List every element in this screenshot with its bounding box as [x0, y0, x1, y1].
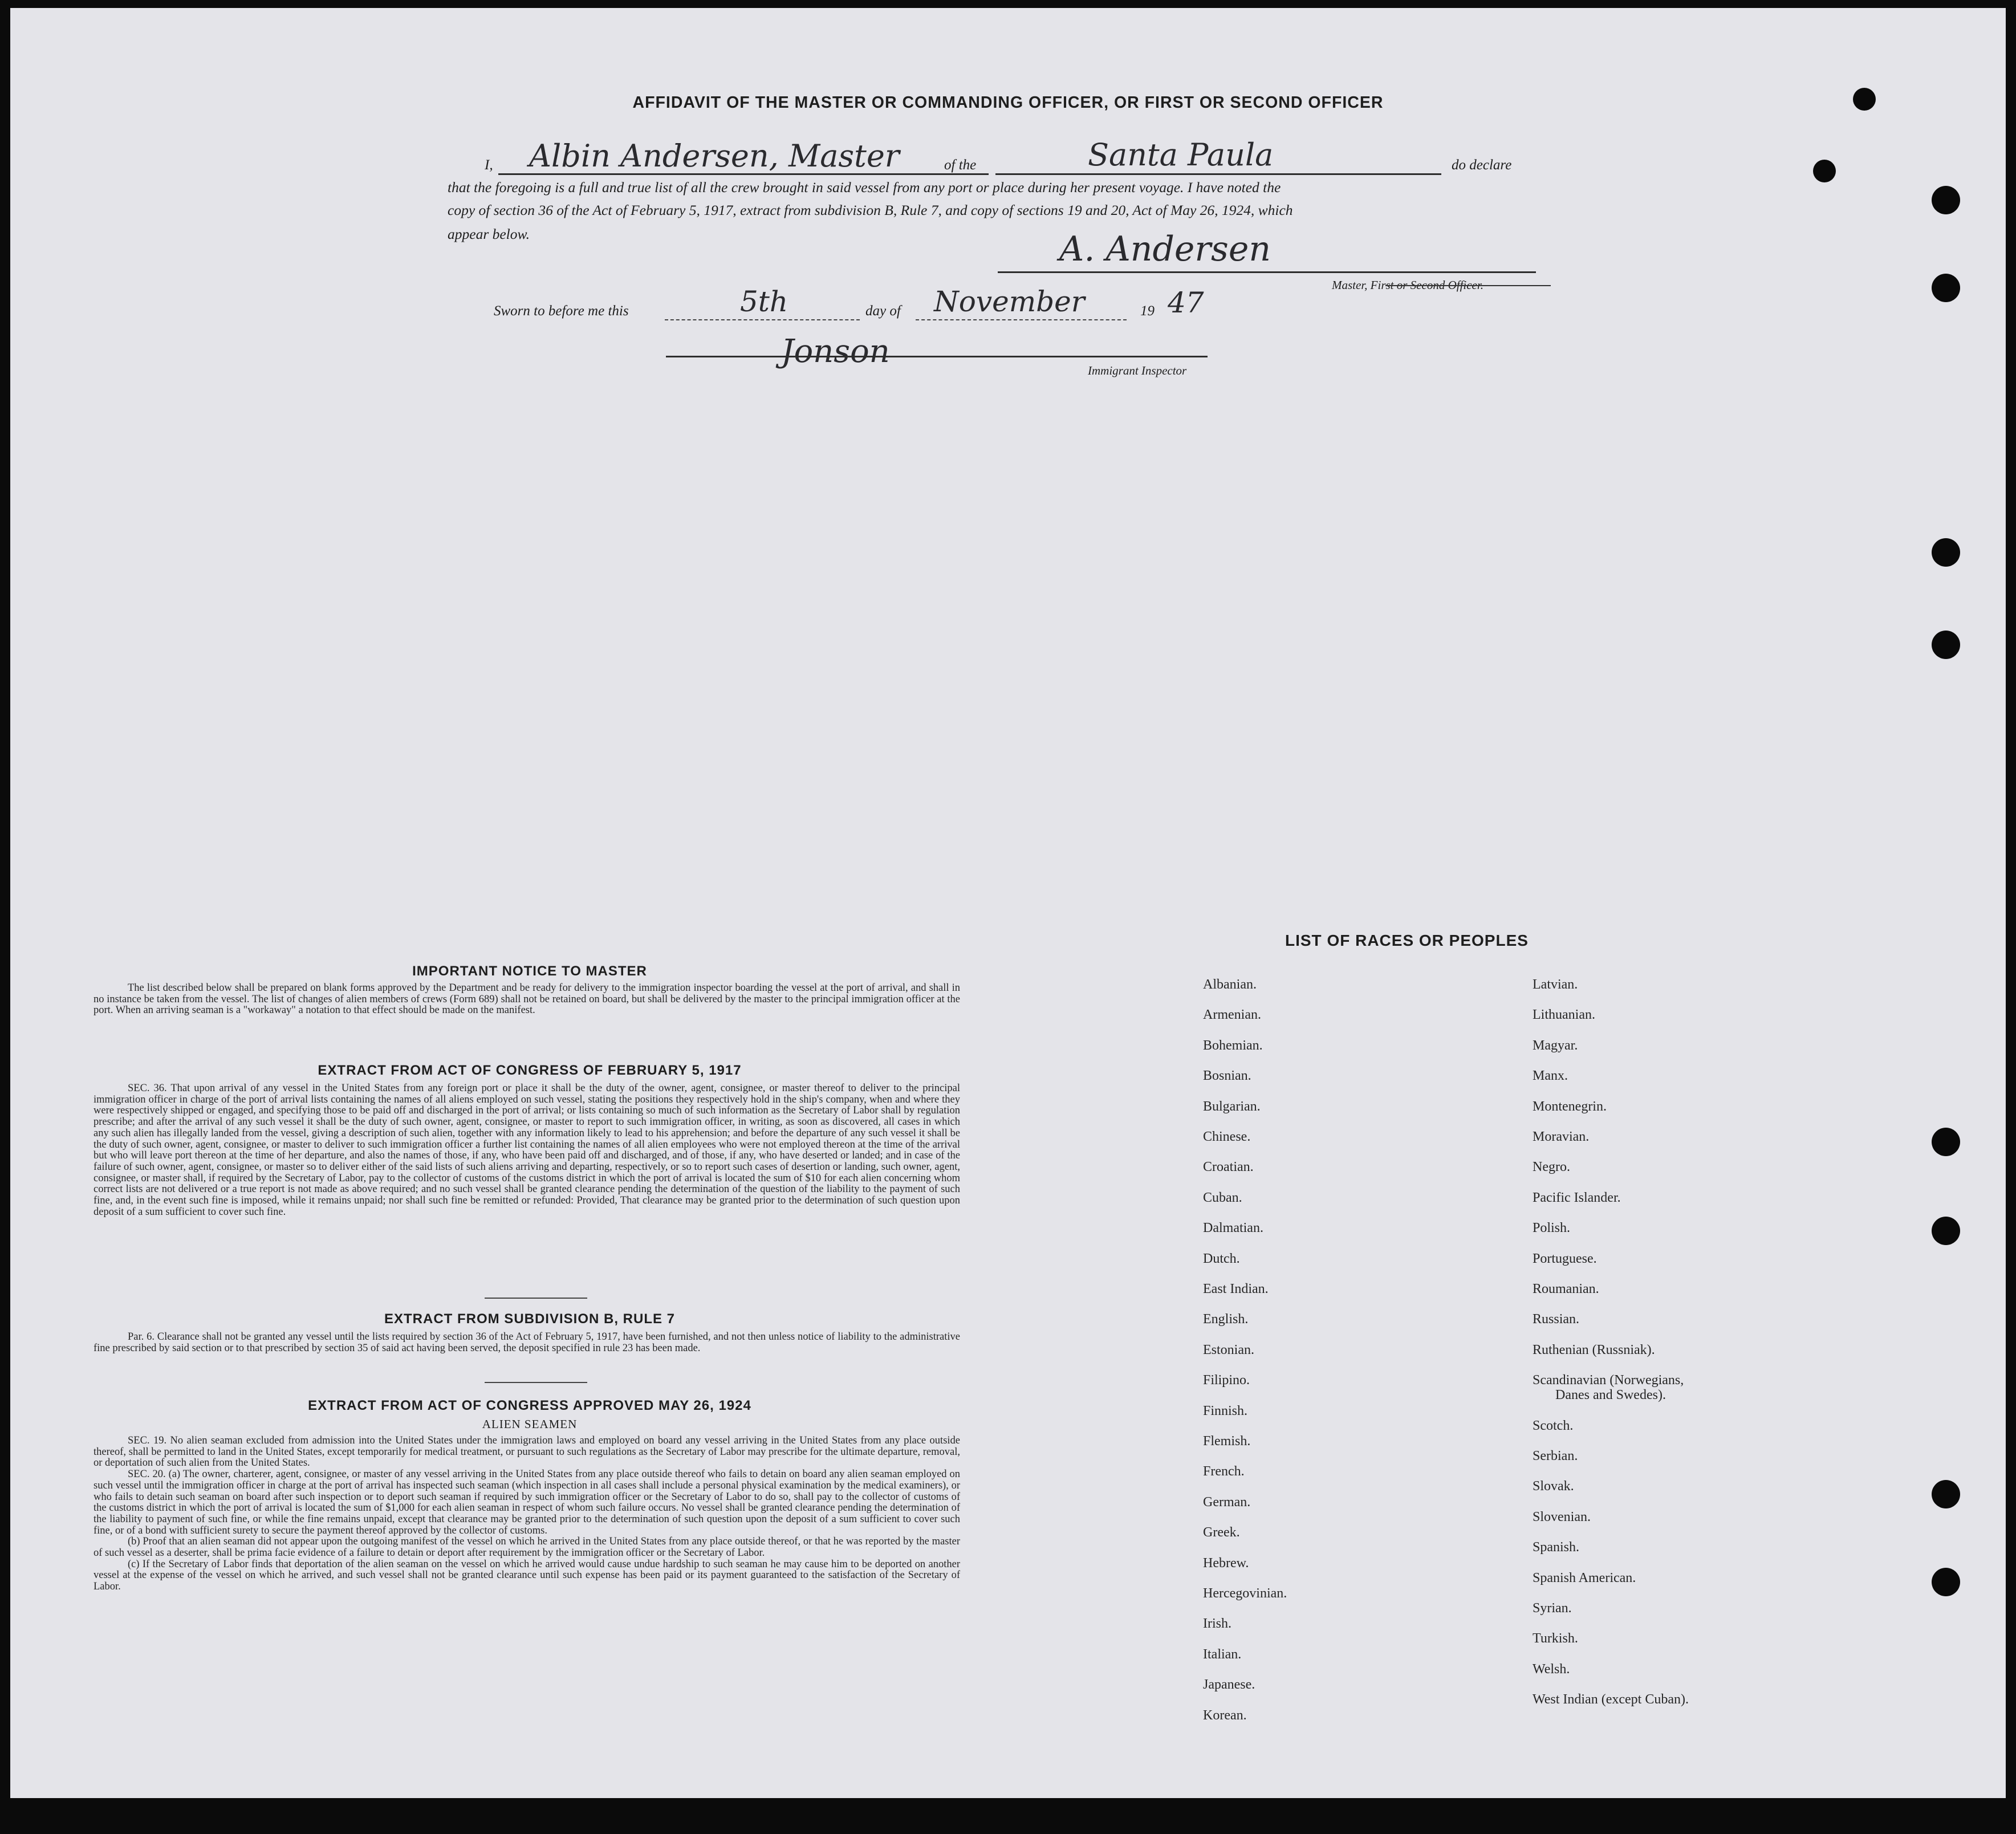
race-list-item: Syrian.: [1533, 1601, 1572, 1616]
race-list-item: Latvian.: [1533, 977, 1578, 992]
race-list-item: Chinese.: [1203, 1129, 1251, 1144]
affidavit-body-line-2: copy of section 36 of the Act of February 5, 1917, extract from subdivision B, Rule 7, and copy of sections 19 and 20, Act of May 26, 1924, which: [448, 202, 1293, 218]
extract-1917-heading: EXTRACT FROM ACT OF CONGRESS OF FEBRUARY 5, 1917: [318, 1063, 742, 1078]
race-list-item: West Indian (except Cuban).: [1533, 1692, 1689, 1707]
section-divider: [485, 1298, 587, 1299]
punch-hole: [1932, 1568, 1960, 1596]
race-list-item: Scandinavian (Norwegians,: [1533, 1373, 1684, 1388]
race-list-item: Roumanian.: [1533, 1282, 1599, 1296]
race-list-item: Flemish.: [1203, 1434, 1251, 1449]
vessel-name-handwritten: Santa Paula: [1088, 137, 1274, 173]
race-list-item: Scotch.: [1533, 1418, 1574, 1433]
race-list-item: Turkish.: [1533, 1631, 1578, 1646]
race-list-item: Croatian.: [1203, 1160, 1254, 1175]
race-list-item: Montenegrin.: [1533, 1099, 1607, 1114]
punch-hole: [1932, 1480, 1960, 1508]
extract-rule7-heading: EXTRACT FROM SUBDIVISION B, RULE 7: [384, 1311, 676, 1327]
race-list-item: Dalmatian.: [1203, 1221, 1263, 1236]
document-page: [10, 8, 2006, 1798]
race-list-item: Irish.: [1203, 1616, 1231, 1632]
race-list-item: Armenian.: [1203, 1007, 1261, 1023]
sworn-month-line: [916, 319, 1127, 320]
race-list-item: English.: [1203, 1312, 1249, 1327]
race-list-item: Hercegovinian.: [1203, 1586, 1287, 1601]
affidavit-body-line-3: appear below.: [448, 226, 530, 242]
race-list-item: Portuguese.: [1533, 1251, 1597, 1266]
race-list-item: Italian.: [1203, 1646, 1242, 1662]
race-list-item: Finnish.: [1203, 1403, 1248, 1418]
punch-hole: [1932, 1217, 1960, 1245]
race-list-item: Moravian.: [1533, 1129, 1590, 1144]
race-list-item: Spanish.: [1533, 1540, 1580, 1555]
extract-1924-subheading: ALIEN SEAMEN: [482, 1417, 578, 1431]
punch-hole: [1932, 538, 1960, 567]
affidavit-title: AFFIDAVIT OF THE MASTER OR COMMANDING OFFICER, OR FIRST OR SECOND OFFICER: [632, 93, 1384, 112]
vessel-line: [995, 173, 1441, 175]
extract-1917-text: SEC. 36. That upon arrival of any vessel in the United States from any foreign port or place it shall be the duty of the owner, agent, consignee, or master thereof to deliver to the principal immigration officer in charge of the port of arrival lists containing the names of all aliens employed on such vessel, stating the positions they respectively hold in the ship's company, when and where they were respectively shipped or engaged, and specifying those to be paid off and discharged in the port of arrival; or lists containing so much of such information as the Secretary of Labor shall by regulation prescribe; and after the arrival of any such vessel it shall be the duty of such owner, agent, consignee, or master to report to such immigration officer, in writing, as soon as discovered, all cases in which any such alien has illegally landed from the vessel, giving a description of such alien, together with any information likely to lead to his apprehension; and before the departure of any such vessel it shall be the duty of such owner, agent, consignee, or master to deliver to such immigration officer a further list containing the names of all alien employees who were not employed thereon at the time of the arrival but who will leave port thereon at the time of her departure, and also the names of those, if any, who have been paid off and discharged, and of those, if any, who have deserted or landed; and in case of the failure of such owner, agent, consignee, or master so to deliver either of the said lists of such aliens arriving and departing, respectively, or so to report such cases of desertion or landing, such owner, agent, consignee, or master shall, if required by the Secretary of Labor, pay to the collector of customs of the customs district in which the port of arrival is located the sum of $10 for each alien concerning whom correct lists are not delivered or a true report is not made as above required; and no such vessel shall be granted clearance pending the determination of the question of the liability to the payment of such fine, and, in the event such fine is imposed, while it remains unpaid; nor shall such fine be remitted or refunded: Provided, That clearance may be granted prior to the determination of such question upon deposit of a sum sufficient to cover such fine.: [94, 1083, 960, 1218]
sec-20a-text: SEC. 20. (a) The owner, charterer, agent, consignee, or master of any vessel arriving in the United States from any place outside thereof who fails to detain on board any alien seaman employed on such vessel until the immigration officer in charge at the port of arrival has inspected such seaman (which inspection in all cases shall include a personal physical examination by the medical examiners), or who fails to detain such seaman on board after such inspection or to deport such seaman if required by such immigration officer or the Secretary of Labor to do so, shall pay to the collector of customs of the customs district in which the port of arrival is located the sum of $1,000 for each alien seaman in respect of whom such failure occurs. No vessel shall be granted clearance pending the determination of the liability to payment of such fine, or while the fine remains unpaid, except that clearance may be granted prior to the determination of such question upon the deposit of a sum sufficient to cover such fine, or of a bond with sufficient surety to secure the payment thereof approved by the collector of customs.: [94, 1469, 960, 1536]
extract-1924-body: [94, 1436, 960, 1593]
punch-hole: [1932, 274, 1960, 302]
sworn-day-handwritten: 5th: [740, 285, 788, 318]
race-list-item: Albanian.: [1203, 977, 1257, 992]
signature-line: [998, 271, 1536, 273]
race-list-item: German.: [1203, 1494, 1251, 1510]
inspector-signature-handwritten: Jonson: [781, 333, 890, 370]
race-list-item: Greek.: [1203, 1525, 1240, 1540]
race-list-item: Korean.: [1203, 1707, 1247, 1723]
sec-19-text: SEC. 19. No alien seaman excluded from admission into the United States under the immigration laws and employed on board any vessel arriving in the United States from any place outside thereof, shall be permitted to land in the United States, except temporarily for medical treatment, or pursuant to such regulations as the Secretary of Labor may prescribe for the ultimate departure, removal, or deportation of such alien from the United States.: [94, 1435, 960, 1469]
notice-heading: IMPORTANT NOTICE TO MASTER: [412, 963, 647, 979]
strikethrough-mark: [1385, 285, 1551, 286]
race-list-item: Estonian.: [1203, 1342, 1254, 1357]
race-list-item: Bulgarian.: [1203, 1099, 1261, 1114]
race-list-item: Negro.: [1533, 1160, 1570, 1175]
race-list-item: Filipino.: [1203, 1373, 1250, 1388]
race-list-item: Slovenian.: [1533, 1509, 1591, 1524]
inspector-caption: Immigrant Inspector: [1088, 364, 1187, 377]
inspector-line: [666, 356, 1208, 357]
sworn-year-handwritten: 47: [1168, 286, 1204, 319]
race-list-item: Magyar.: [1533, 1038, 1578, 1053]
sworn-day-line: [665, 319, 860, 320]
race-list-item: Bosnian.: [1203, 1068, 1251, 1084]
race-list-item: Polish.: [1533, 1221, 1571, 1236]
race-list-item: Russian.: [1533, 1312, 1580, 1327]
sworn-day-of: day of: [865, 303, 901, 319]
signature-caption: Master, First or Second Officer.: [1332, 278, 1483, 292]
race-list-item: Manx.: [1533, 1068, 1568, 1084]
punch-hole: [1932, 186, 1960, 214]
races-heading: LIST OF RACES OR PEOPLES: [1285, 932, 1529, 949]
punch-hole: [1932, 631, 1960, 659]
race-list-item: Lithuanian.: [1533, 1007, 1595, 1023]
punch-hole: [1813, 160, 1836, 182]
race-list-item: Spanish American.: [1533, 1570, 1636, 1585]
race-list-item: Cuban.: [1203, 1190, 1242, 1205]
affidavit-body-line-1: that the foregoing is a full and true list of all the crew brought in said vessel from any port or place during her present voyage. I have noted the: [448, 179, 1281, 196]
sec-20b-text: (b) Proof that an alien seaman did not appear upon the outgoing manifest of the vessel on which he arrived in the United States from any place outside thereof, or that he was reported by the master of such vessel as a deserter, shall be prima facie evidence of a failure to detain or deport after requirement by the immigration officer or the Secretary of Labor.: [94, 1536, 960, 1559]
extract-1924-heading: EXTRACT FROM ACT OF CONGRESS APPROVED MAY 26, 1924: [308, 1398, 751, 1413]
sworn-year-prefix: 19: [1140, 303, 1155, 319]
affidavit-do-declare: do declare: [1452, 157, 1512, 173]
race-list-item: Japanese.: [1203, 1677, 1255, 1693]
race-list-item: Slovak.: [1533, 1479, 1574, 1494]
affidavit-of-the: of the: [944, 157, 977, 173]
race-list-item: Dutch.: [1203, 1251, 1240, 1266]
race-list-item: Welsh.: [1533, 1661, 1570, 1677]
race-list-item: Bohemian.: [1203, 1038, 1263, 1053]
sworn-label: Sworn to before me this: [494, 303, 629, 319]
race-list-item: Pacific Islander.: [1533, 1190, 1621, 1205]
section-divider: [485, 1382, 587, 1383]
sworn-month-handwritten: November: [934, 285, 1085, 318]
race-list-item: Danes and Swedes).: [1555, 1388, 1666, 1403]
affidavit-i-label: I,: [485, 157, 493, 173]
master-signature-handwritten: A. Andersen: [1059, 229, 1271, 269]
race-list-item: Serbian.: [1533, 1449, 1578, 1463]
extract-rule7-text: Par. 6. Clearance shall not be granted any vessel until the lists required by section 36 of the Act of February 5, 1917, have been furnished, and not then unless notice of liability to the administrative fine prescribed by said section or to that prescribed by section 35 of said act having been served, the deposit specified in rule 23 has been made.: [94, 1331, 960, 1354]
race-list-item: East Indian.: [1203, 1282, 1269, 1296]
notice-text: The list described below shall be prepared on blank forms approved by the Department and be ready for delivery to the immigration inspector boarding the vessel at the port of arrival, and shall in no instance be taken from the vessel. The list of changes of alien members of crews (Form 689) shall not be retained on board, but shall be delivered by the master to the principal immigration officer at the port. When an arriving seaman is a "workaway" a notation to that effect should be made on the manifest.: [94, 982, 960, 1016]
race-list-item: French.: [1203, 1464, 1245, 1479]
master-name-handwritten: Albin Andersen, Master: [529, 138, 900, 174]
race-list-item: Hebrew.: [1203, 1555, 1249, 1571]
punch-hole: [1932, 1128, 1960, 1156]
sec-20c-text: (c) If the Secretary of Labor finds that deportation of the alien seaman on the vessel on which he arrived would cause undue hardship to such seaman he may cause him to be deported on another vessel at the expense of the vessel on which he arrived, and such vessel shall not be granted clearance until such expense has been paid or its payment guaranteed to the satisfaction of the Secretary of Labor.: [94, 1558, 960, 1593]
race-list-item: Ruthenian (Russniak).: [1533, 1342, 1655, 1357]
